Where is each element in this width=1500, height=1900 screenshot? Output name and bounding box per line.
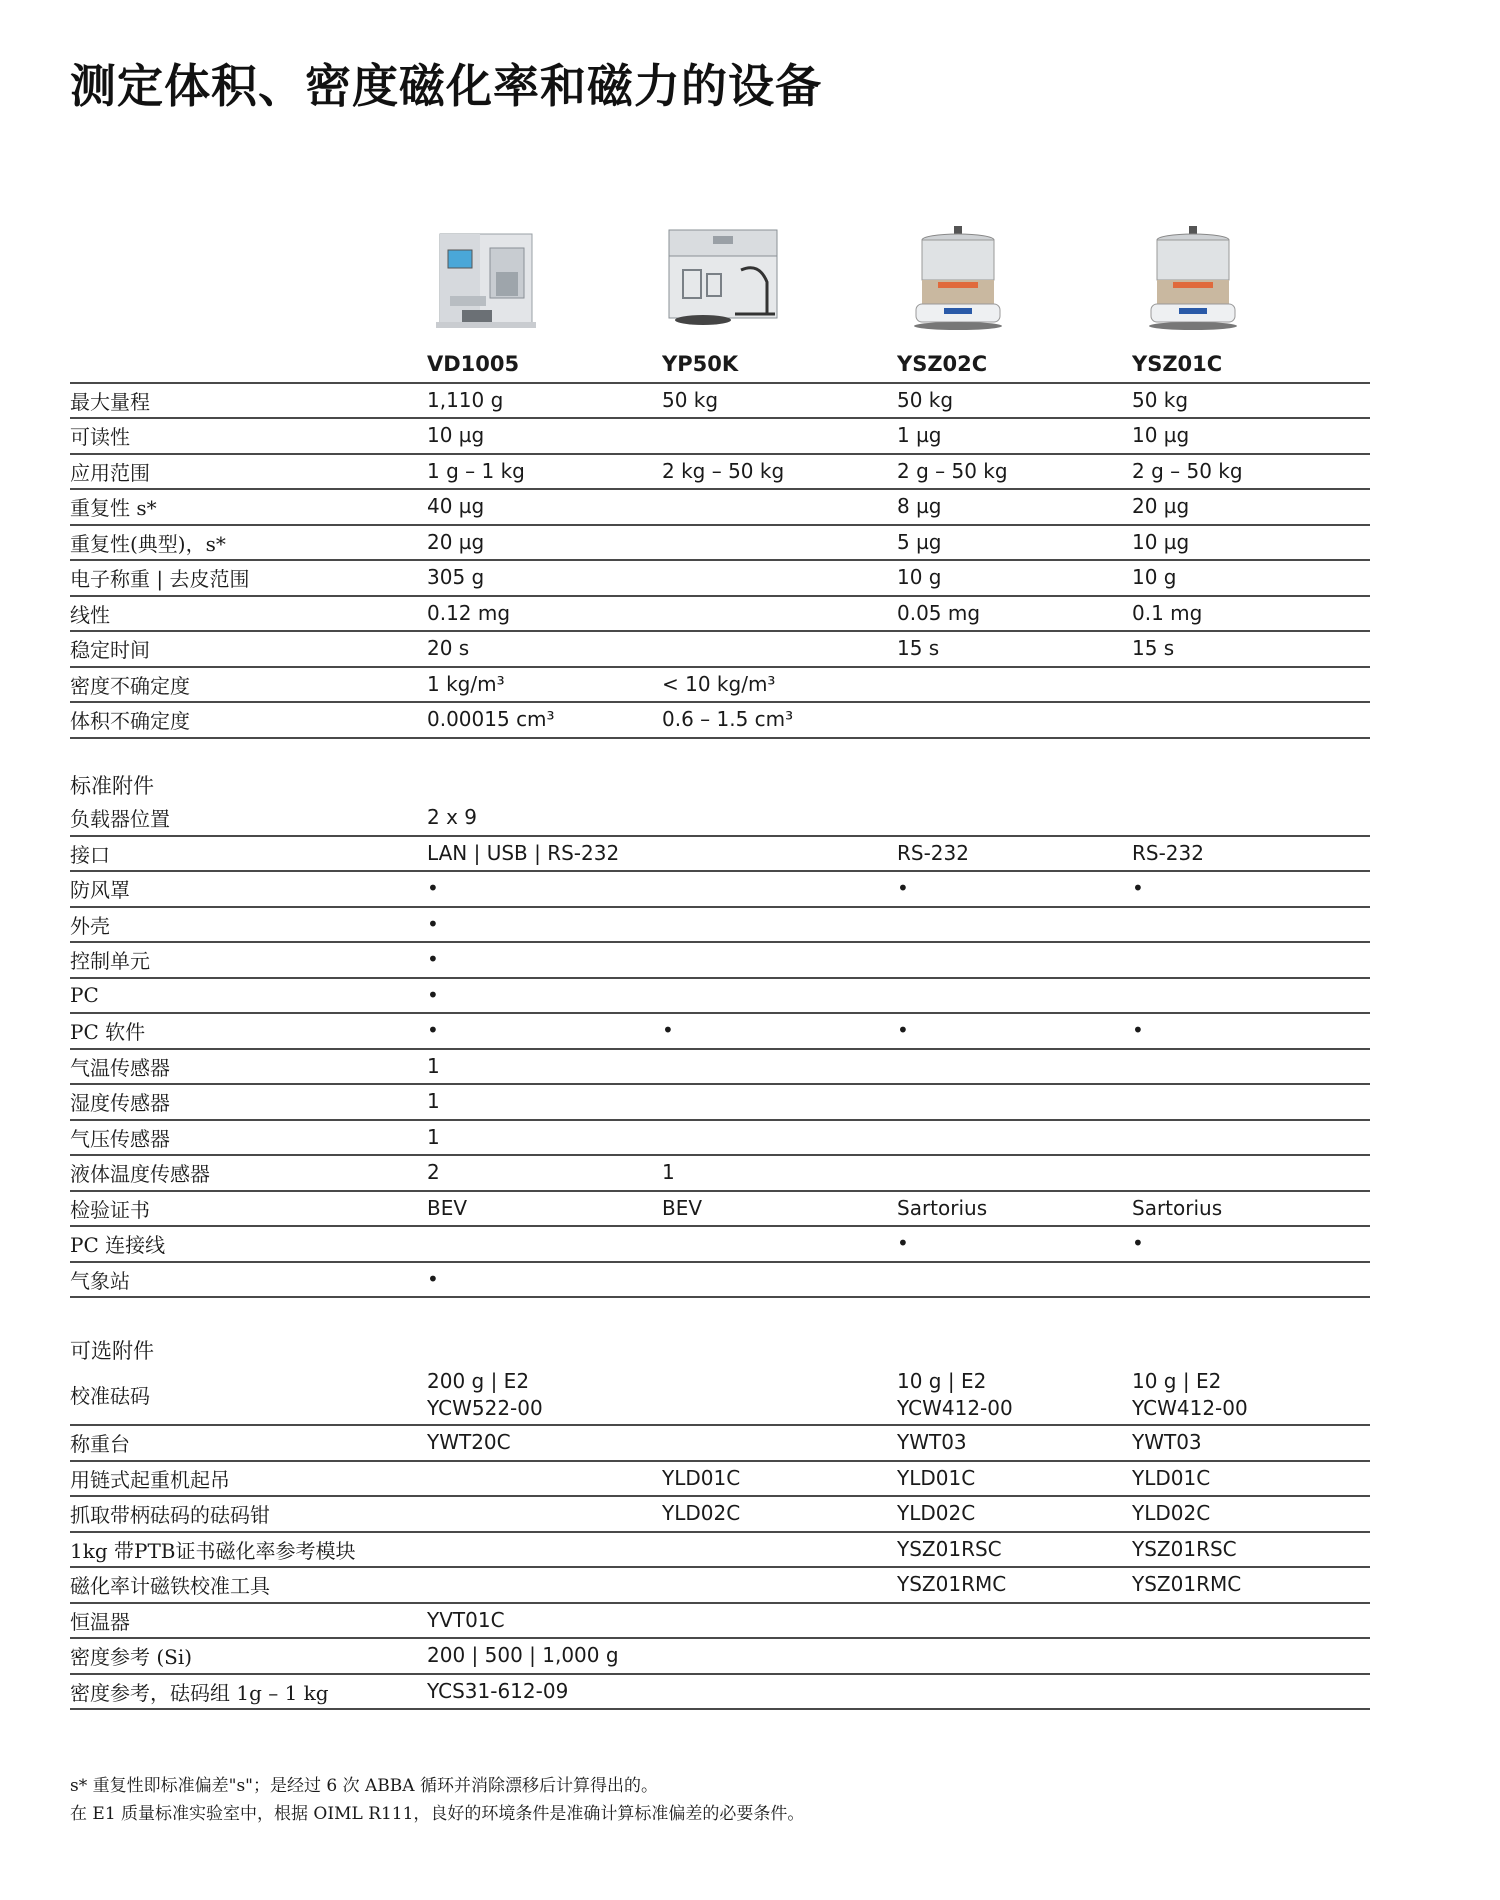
optional-accessories-title: 可选附件 [70, 1339, 154, 1363]
table-cell: 2 kg – 50 kg [662, 454, 897, 490]
table-cell [897, 1120, 1132, 1156]
row-label: 控制单元 [70, 942, 427, 978]
table-cell: Sartorius [1132, 1191, 1370, 1227]
table-row [70, 836, 1370, 872]
product-image-ysz01c [1133, 222, 1253, 342]
table-row [70, 1262, 1370, 1298]
row-label: 重复性(典型)，s* [70, 525, 427, 561]
table-cell [897, 1638, 1132, 1674]
table-cell: • [427, 871, 662, 907]
product-name-yp50k: YP50K [662, 347, 897, 383]
product-image-ysz02c [898, 222, 1018, 342]
table-cell [662, 800, 897, 836]
table-cell: YSZ01RMC [897, 1567, 1132, 1603]
table-row [70, 1603, 1370, 1639]
table-cell: YWT20C [427, 1425, 662, 1461]
table-row [70, 1049, 1370, 1085]
table-cell: YCS31-612-09 [427, 1674, 662, 1710]
table-row [70, 631, 1370, 667]
product-header-row [70, 347, 1370, 383]
table-row [70, 489, 1370, 525]
row-label: 应用范围 [70, 454, 427, 490]
table-cell: BEV [427, 1191, 662, 1227]
row-label: 用链式起重机起吊 [70, 1461, 427, 1497]
table-cell: 15 s [897, 631, 1132, 667]
table-cell [662, 1262, 897, 1298]
table-cell: YLD02C [897, 1496, 1132, 1532]
table-cell: 20 s [427, 631, 662, 667]
table-cell: 1 g – 1 kg [427, 454, 662, 490]
table-cell [1132, 1603, 1370, 1639]
row-label: 重复性 s* [70, 489, 427, 525]
table-cell: 40 µg [427, 489, 662, 525]
table-cell: 305 g [427, 560, 662, 596]
table-cell [1132, 978, 1370, 1014]
table-cell: YLD02C [662, 1496, 897, 1532]
table-cell [662, 418, 897, 454]
table-cell: • [897, 871, 1132, 907]
table-cell [662, 978, 897, 1014]
standard-accessories-table [70, 800, 1370, 1298]
row-label: 最大量程 [70, 383, 427, 419]
table-cell [1132, 1120, 1370, 1156]
table-row [70, 418, 1370, 454]
footnote-2: 在 E1 质量标准实验室中，根据 OIML R111，良好的环境条件是准确计算标准偏差的必要条件。 [70, 1804, 805, 1824]
table-cell [662, 1638, 897, 1674]
table-cell: • [1132, 1226, 1370, 1262]
table-cell: 1 kg/m³ [427, 667, 662, 703]
table-cell: 2 [427, 1155, 662, 1191]
row-label: PC [70, 978, 427, 1014]
table-cell: YSZ01RSC [897, 1532, 1132, 1568]
table-cell [897, 978, 1132, 1014]
table-cell [897, 942, 1132, 978]
product-image-yp50k [663, 222, 783, 342]
table-cell: 200 | 500 | 1,000 g [427, 1638, 662, 1674]
table-cell: 50 kg [897, 383, 1132, 419]
table-cell: YLD01C [1132, 1461, 1370, 1497]
table-cell: 2 g – 50 kg [897, 454, 1132, 490]
table-cell: 10 µg [1132, 418, 1370, 454]
table-cell: • [427, 978, 662, 1014]
row-label: 液体温度传感器 [70, 1155, 427, 1191]
row-label: 稳定时间 [70, 631, 427, 667]
table-cell: • [427, 942, 662, 978]
table-cell [897, 1084, 1132, 1120]
table-cell: RS-232 [1132, 836, 1370, 872]
table-cell: • [427, 1262, 662, 1298]
table-cell [427, 1496, 662, 1532]
product-name-ysz01c: YSZ01C [1132, 347, 1370, 383]
row-label: 密度参考，砝码组 1g – 1 kg [70, 1674, 427, 1710]
row-label: 密度参考 (Si) [70, 1638, 427, 1674]
row-label: 可读性 [70, 418, 427, 454]
table-row [70, 1084, 1370, 1120]
row-label: 恒温器 [70, 1603, 427, 1639]
row-label: 检验证书 [70, 1191, 427, 1227]
table-row [70, 1496, 1370, 1532]
table-cell: 10 g [1132, 560, 1370, 596]
table-cell: • [427, 1013, 662, 1049]
table-row [70, 1532, 1370, 1568]
table-cell: YVT01C [427, 1603, 662, 1639]
row-label: 磁化率计磁铁校准工具 [70, 1567, 427, 1603]
specifications-table [70, 347, 1370, 739]
table-cell [662, 1532, 897, 1568]
row-label: 体积不确定度 [70, 702, 427, 738]
table-cell: • [897, 1226, 1132, 1262]
table-row [70, 978, 1370, 1014]
table-cell [662, 596, 897, 632]
table-row [70, 702, 1370, 738]
row-label: 1kg 带PTB证书磁化率参考模块 [70, 1532, 427, 1568]
table-cell [1132, 1638, 1370, 1674]
table-cell: • [1132, 871, 1370, 907]
table-cell [662, 1365, 897, 1425]
row-label: 负载器位置 [70, 800, 427, 836]
table-cell: 8 µg [897, 489, 1132, 525]
table-cell: 15 s [1132, 631, 1370, 667]
table-row [70, 1461, 1370, 1497]
table-cell: BEV [662, 1191, 897, 1227]
table-cell: 10 µg [427, 418, 662, 454]
table-cell: RS-232 [897, 836, 1132, 872]
table-cell [897, 1262, 1132, 1298]
table-row [70, 596, 1370, 632]
table-row [70, 525, 1370, 561]
table-cell [662, 942, 897, 978]
table-cell [662, 1425, 897, 1461]
table-cell [897, 1674, 1132, 1710]
table-cell: 0.1 mg [1132, 596, 1370, 632]
table-cell: 1 [427, 1049, 662, 1085]
table-cell: YLD02C [1132, 1496, 1370, 1532]
table-cell: 20 µg [427, 525, 662, 561]
table-cell [1132, 1262, 1370, 1298]
table-row [70, 942, 1370, 978]
table-cell [662, 1120, 897, 1156]
table-cell [662, 1603, 897, 1639]
product-image-vd1005 [426, 222, 546, 342]
row-label: PC 连接线 [70, 1226, 427, 1262]
standard-accessories-title: 标准附件 [70, 774, 154, 798]
row-label: 电子称重 | 去皮范围 [70, 560, 427, 596]
table-cell [662, 871, 897, 907]
table-cell [1132, 800, 1370, 836]
table-cell [662, 631, 897, 667]
table-cell [1132, 1084, 1370, 1120]
footnotes [70, 1772, 804, 1828]
table-row [70, 1365, 1370, 1425]
table-row [70, 1013, 1370, 1049]
header-empty [70, 347, 427, 383]
table-cell: 10 g [897, 560, 1132, 596]
table-cell [897, 667, 1132, 703]
row-label: PC 软件 [70, 1013, 427, 1049]
table-cell: 1 [427, 1120, 662, 1156]
table-cell: < 10 kg/m³ [662, 667, 897, 703]
table-cell: YSZ01RMC [1132, 1567, 1370, 1603]
table-cell: 0.12 mg [427, 596, 662, 632]
table-cell [662, 560, 897, 596]
table-cell [897, 702, 1132, 738]
table-row [70, 1674, 1370, 1710]
table-cell: YSZ01RSC [1132, 1532, 1370, 1568]
table-cell [662, 1567, 897, 1603]
product-name-vd1005: VD1005 [427, 347, 662, 383]
table-cell [427, 1226, 662, 1262]
row-label: 接口 [70, 836, 427, 872]
table-cell: • [897, 1013, 1132, 1049]
table-cell: 50 kg [1132, 383, 1370, 419]
table-cell [662, 525, 897, 561]
row-label: 称重台 [70, 1425, 427, 1461]
page-title: 测定体积、密度磁化率和磁力的设备 [70, 59, 822, 113]
table-cell: YWT03 [1132, 1425, 1370, 1461]
table-cell [1132, 667, 1370, 703]
table-cell [662, 489, 897, 525]
table-cell: • [662, 1013, 897, 1049]
table-row [70, 1226, 1370, 1262]
table-cell [427, 1461, 662, 1497]
table-row [70, 1191, 1370, 1227]
table-row [70, 1155, 1370, 1191]
row-label: 线性 [70, 596, 427, 632]
footnote-1: s* 重复性即标准偏差"s"；是经过 6 次 ABBA 循环并消除漂移后计算得出的。 [70, 1776, 658, 1796]
table-cell [1132, 942, 1370, 978]
table-cell: 1 µg [897, 418, 1132, 454]
table-cell: 0.6 – 1.5 cm³ [662, 702, 897, 738]
table-cell [427, 1567, 662, 1603]
row-label: 抓取带柄砝码的砝码钳 [70, 1496, 427, 1532]
table-cell: 10 g | E2 YCW412-00 [897, 1365, 1132, 1425]
table-cell: 2 g – 50 kg [1132, 454, 1370, 490]
table-cell [1132, 1674, 1370, 1710]
row-label: 气温传感器 [70, 1049, 427, 1085]
table-cell [897, 800, 1132, 836]
table-cell: 0.00015 cm³ [427, 702, 662, 738]
table-cell: 1 [662, 1155, 897, 1191]
table-cell [662, 1674, 897, 1710]
table-cell [897, 1155, 1132, 1191]
table-cell: 2 x 9 [427, 800, 662, 836]
table-row [70, 907, 1370, 943]
table-cell [662, 1226, 897, 1262]
row-label: 防风罩 [70, 871, 427, 907]
table-cell [897, 907, 1132, 943]
table-row [70, 1638, 1370, 1674]
row-label: 湿度传感器 [70, 1084, 427, 1120]
table-cell [897, 1049, 1132, 1085]
row-label: 校准砝码 [70, 1365, 427, 1425]
table-cell: 5 µg [897, 525, 1132, 561]
table-row [70, 800, 1370, 836]
table-row [70, 383, 1370, 419]
table-cell [662, 836, 897, 872]
product-images [0, 222, 1500, 347]
table-row [70, 667, 1370, 703]
table-cell [897, 1603, 1132, 1639]
optional-accessories-table [70, 1365, 1370, 1710]
table-row [70, 560, 1370, 596]
table-cell: • [1132, 1013, 1370, 1049]
table-row [70, 1120, 1370, 1156]
table-cell: 10 g | E2 YCW412-00 [1132, 1365, 1370, 1425]
table-cell: 50 kg [662, 383, 897, 419]
product-name-ysz02c: YSZ02C [897, 347, 1132, 383]
table-cell [1132, 1049, 1370, 1085]
table-cell: 0.05 mg [897, 596, 1132, 632]
table-cell [427, 1532, 662, 1568]
table-cell: 1 [427, 1084, 662, 1120]
row-label: 密度不确定度 [70, 667, 427, 703]
table-cell [1132, 907, 1370, 943]
row-label: 气象站 [70, 1262, 427, 1298]
table-cell: • [427, 907, 662, 943]
row-label: 气压传感器 [70, 1120, 427, 1156]
row-label: 外壳 [70, 907, 427, 943]
table-cell: 10 µg [1132, 525, 1370, 561]
table-cell [1132, 702, 1370, 738]
table-cell: YWT03 [897, 1425, 1132, 1461]
table-cell: 1,110 g [427, 383, 662, 419]
table-cell: 20 µg [1132, 489, 1370, 525]
table-cell: YLD01C [662, 1461, 897, 1497]
table-cell: LAN | USB | RS-232 [427, 836, 662, 872]
table-cell: 200 g | E2 YCW522-00 [427, 1365, 662, 1425]
table-cell [662, 1084, 897, 1120]
table-row [70, 1425, 1370, 1461]
table-row [70, 871, 1370, 907]
table-row [70, 454, 1370, 490]
table-cell: YLD01C [897, 1461, 1132, 1497]
table-cell [1132, 1155, 1370, 1191]
table-row [70, 1567, 1370, 1603]
table-cell [662, 1049, 897, 1085]
table-cell: Sartorius [897, 1191, 1132, 1227]
table-cell [662, 907, 897, 943]
